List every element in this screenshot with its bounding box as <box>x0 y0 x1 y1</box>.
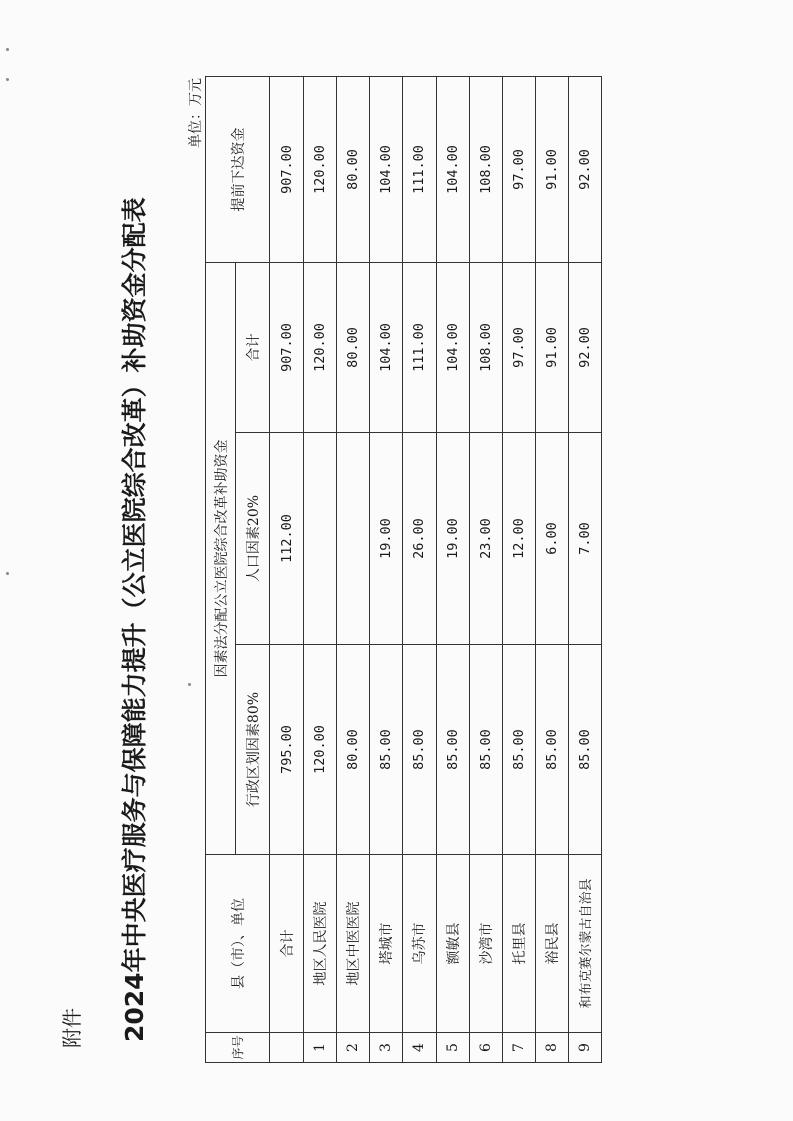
cell-name: 沙湾市 <box>469 855 502 1033</box>
header-county: 县（市）、单位 <box>206 855 270 1033</box>
cell-population: 23.00 <box>469 433 502 645</box>
cell-seq: 4 <box>403 1033 436 1063</box>
table-row <box>337 76 370 1062</box>
cell-name: 额敏县 <box>436 855 469 1033</box>
cell-subtotal: 91.00 <box>535 262 568 432</box>
allocation-table <box>205 76 602 1063</box>
cell-population: 26.00 <box>403 433 436 645</box>
cell-admin: 85.00 <box>370 645 403 855</box>
scan-speck <box>6 78 9 81</box>
cell-admin: 85.00 <box>436 645 469 855</box>
cell-seq <box>270 1033 304 1063</box>
cell-advance: 108.00 <box>469 76 502 262</box>
header-seq: 序号 <box>206 1033 270 1063</box>
cell-population: 112.00 <box>270 433 304 645</box>
cell-admin: 85.00 <box>502 645 535 855</box>
table-row <box>469 76 502 1062</box>
cell-advance: 80.00 <box>337 76 370 262</box>
table-row <box>403 76 436 1062</box>
attachment-label: 附件 <box>60 1008 84 1048</box>
cell-seq: 3 <box>370 1033 403 1063</box>
table-row <box>502 76 535 1062</box>
cell-name: 裕民县 <box>535 855 568 1033</box>
unit-label: 单位：万元 <box>188 78 204 148</box>
cell-population: 19.00 <box>436 433 469 645</box>
cell-name: 和布克赛尔蒙古自治县 <box>568 855 601 1033</box>
cell-seq: 1 <box>304 1033 337 1063</box>
cell-population <box>337 433 370 645</box>
scan-speck <box>6 48 9 51</box>
cell-subtotal: 120.00 <box>304 262 337 432</box>
cell-subtotal: 108.00 <box>469 262 502 432</box>
table-row <box>535 76 568 1062</box>
cell-population: 6.00 <box>535 433 568 645</box>
cell-name: 地区中医医院 <box>337 855 370 1033</box>
table-row-total <box>270 76 304 1062</box>
cell-advance: 91.00 <box>535 76 568 262</box>
cell-subtotal: 111.00 <box>403 262 436 432</box>
cell-advance: 120.00 <box>304 76 337 262</box>
cell-advance: 907.00 <box>270 76 304 262</box>
cell-admin: 120.00 <box>304 645 337 855</box>
cell-seq: 9 <box>568 1033 601 1063</box>
cell-population <box>304 433 337 645</box>
cell-name: 合计 <box>270 855 304 1033</box>
cell-subtotal: 97.00 <box>502 262 535 432</box>
cell-subtotal: 92.00 <box>568 262 601 432</box>
cell-admin: 795.00 <box>270 645 304 855</box>
cell-name: 塔城市 <box>370 855 403 1033</box>
header-subtotal: 合计 <box>236 262 270 432</box>
cell-subtotal: 104.00 <box>436 262 469 432</box>
cell-subtotal: 80.00 <box>337 262 370 432</box>
cell-advance: 97.00 <box>502 76 535 262</box>
scan-speck <box>188 683 191 686</box>
cell-advance: 111.00 <box>403 76 436 262</box>
cell-name: 地区人民医院 <box>304 855 337 1033</box>
cell-seq: 6 <box>469 1033 502 1063</box>
cell-population: 7.00 <box>568 433 601 645</box>
header-population-factor: 人口因素20% <box>236 433 270 645</box>
header-advance: 提前下达资金 <box>206 76 270 262</box>
cell-seq: 2 <box>337 1033 370 1063</box>
cell-population: 19.00 <box>370 433 403 645</box>
table-row <box>568 76 601 1062</box>
cell-admin: 85.00 <box>403 645 436 855</box>
cell-admin: 85.00 <box>469 645 502 855</box>
cell-subtotal: 104.00 <box>370 262 403 432</box>
cell-seq: 8 <box>535 1033 568 1063</box>
cell-seq: 7 <box>502 1033 535 1063</box>
header-admin-factor: 行政区划因素80% <box>236 645 270 855</box>
cell-advance: 104.00 <box>370 76 403 262</box>
cell-name: 托里县 <box>502 855 535 1033</box>
cell-admin: 80.00 <box>337 645 370 855</box>
allocation-table-wrapper <box>205 77 602 1063</box>
cell-population: 12.00 <box>502 433 535 645</box>
cell-name: 乌苏市 <box>403 855 436 1033</box>
cell-advance: 92.00 <box>568 76 601 262</box>
cell-subtotal: 907.00 <box>270 262 304 432</box>
table-row <box>304 76 337 1062</box>
cell-seq: 5 <box>436 1033 469 1063</box>
header-factor-group: 因素法分配公立医院综合改革补助资金 <box>206 262 236 854</box>
table-row <box>370 76 403 1062</box>
scan-speck <box>6 572 9 575</box>
cell-admin: 85.00 <box>535 645 568 855</box>
cell-advance: 104.00 <box>436 76 469 262</box>
table-row <box>436 76 469 1062</box>
cell-admin: 85.00 <box>568 645 601 855</box>
page-title: 2024年中央医疗服务与保障能力提升（公立医院综合改革）补助资金分配表 <box>120 197 149 1042</box>
